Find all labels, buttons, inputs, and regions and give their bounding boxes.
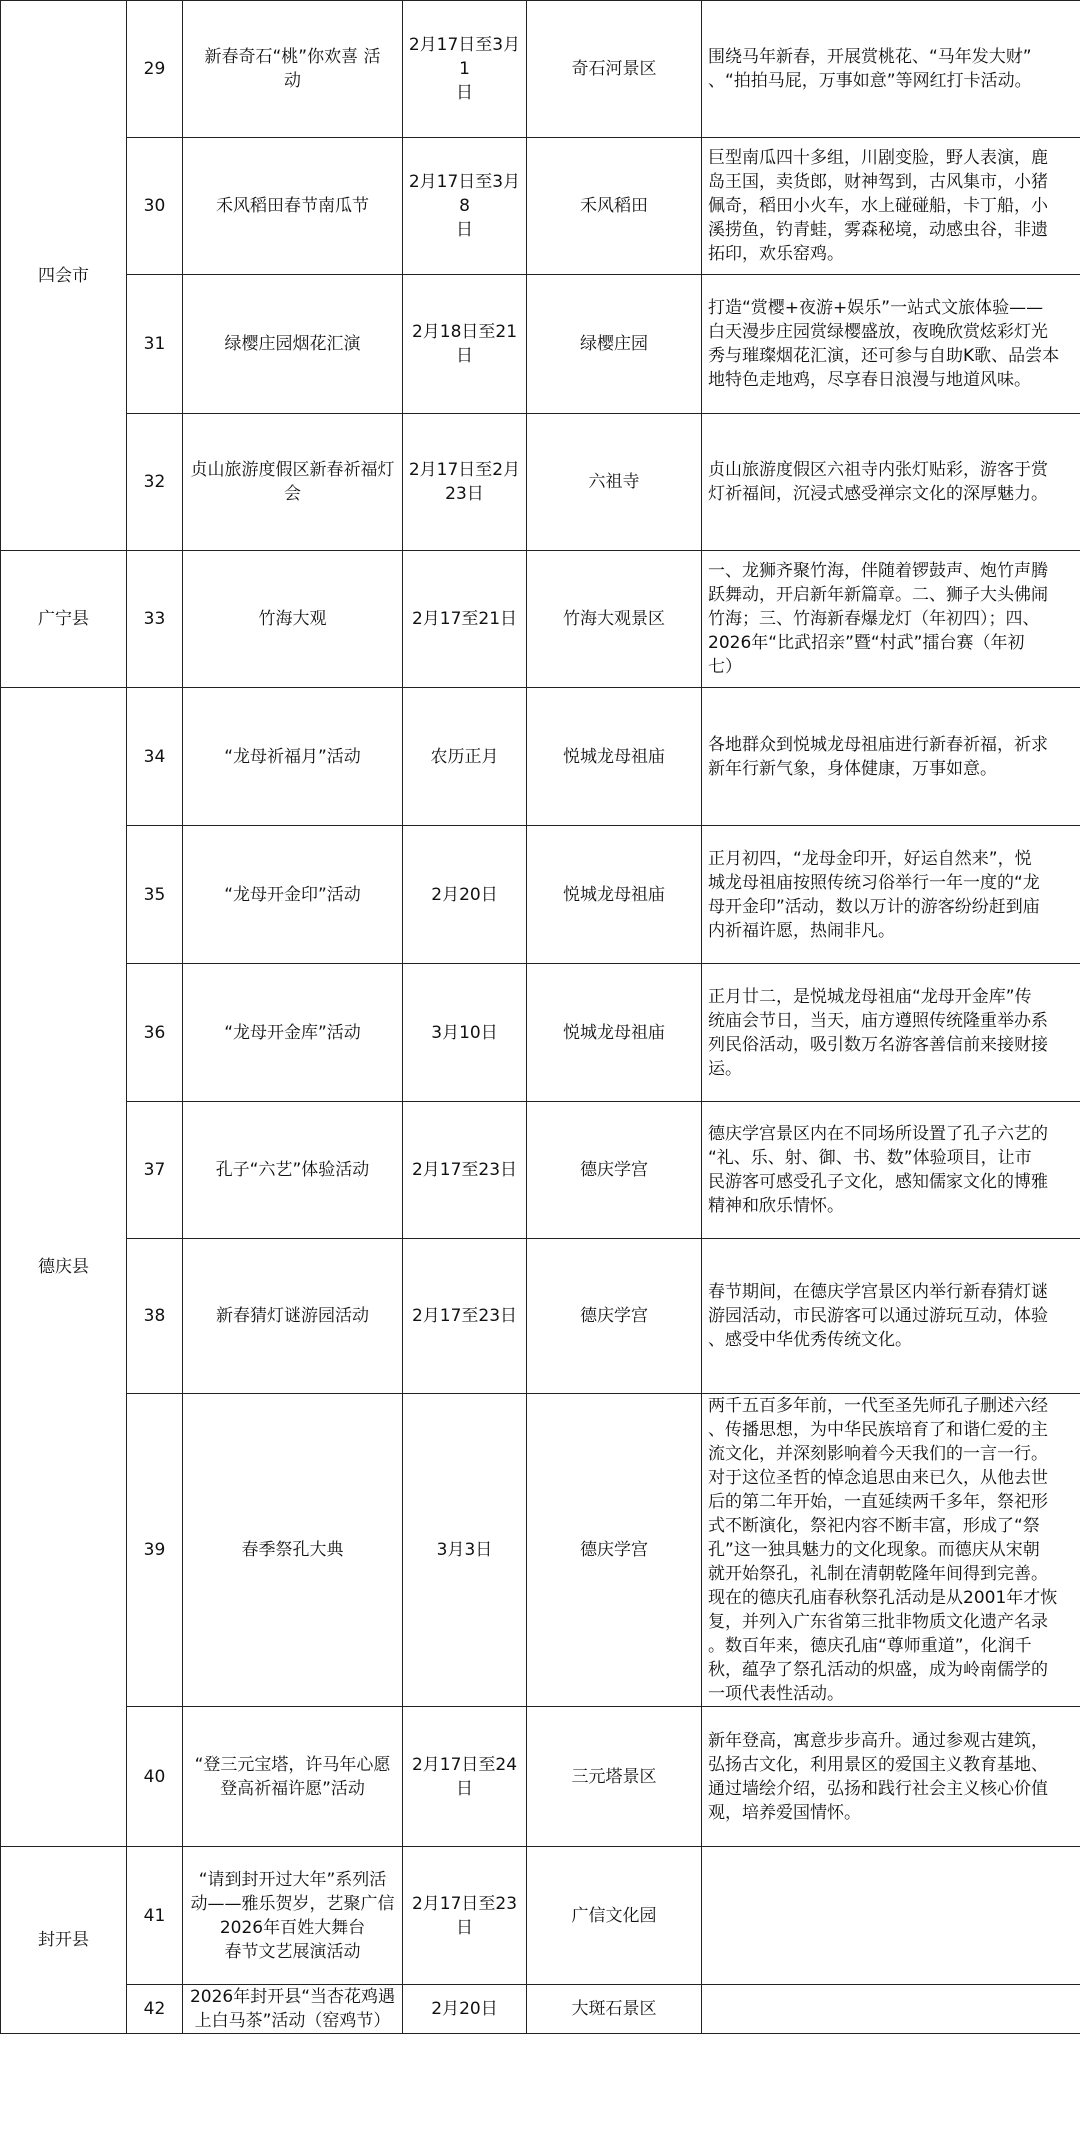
activity-description-line: “礼、乐、射、御、书、数”体验项目，让市 xyxy=(708,1148,1032,1168)
activity-name-line: 绿樱庄园烟花汇演 xyxy=(224,334,361,354)
activity-name-line: 上白马茶”活动（窑鸡节） xyxy=(194,2011,391,2031)
activity-description-line: 新年登高，寓意步步高升。通过参观古建筑， xyxy=(708,1730,1048,1751)
activity-description-line: 正月廿二，是悦城龙母祖庙“龙母开金库”传 xyxy=(708,986,1032,1007)
activity-name xyxy=(183,1707,403,1847)
activity-description-line: 打造“赏樱+夜游+娱乐”一站式文旅体验—— xyxy=(708,298,1044,318)
row-number: 32 xyxy=(127,414,183,551)
activity-description xyxy=(702,688,1080,826)
row-number: 39 xyxy=(127,1394,183,1707)
activity-description-line: 跃舞动，开启新年新篇章。二、狮子大头佛闹 xyxy=(708,585,1048,605)
activity-description-line: 地特色走地鸡，尽享春日浪漫与地道风味。 xyxy=(708,370,1031,390)
activity-name xyxy=(183,1,403,138)
activity-venue: 禾风稻田 xyxy=(527,138,702,275)
activity-name xyxy=(183,688,403,826)
activity-date xyxy=(403,414,527,551)
activity-description-line: 竹海；三、竹海新春爆龙灯（年初四）；四、 xyxy=(708,609,1040,629)
activity-name xyxy=(183,964,403,1102)
activity-description xyxy=(702,964,1080,1102)
activity-date-line: 2月17日至3月8 xyxy=(408,172,521,216)
activity-description-line: 七） xyxy=(708,657,742,677)
row-number: 41 xyxy=(127,1847,183,1985)
activity-description xyxy=(702,1394,1080,1707)
table-row xyxy=(1,1,1080,138)
region-cell: 广宁县 xyxy=(1,551,127,688)
activity-description-line: 白天漫步庄园赏绿樱盛放，夜晚欣赏炫彩灯光 xyxy=(708,322,1048,342)
row-number: 36 xyxy=(127,964,183,1102)
table-row xyxy=(1,1847,1080,1985)
activity-date-line: 2月17至23日 xyxy=(411,1160,518,1180)
activity-name-line: 2026年百姓大舞台 xyxy=(219,1917,366,1938)
activity-date xyxy=(403,1394,527,1707)
activity-description xyxy=(702,826,1080,964)
activity-description-line: 通过墙绘介绍，弘扬和践行社会主义核心价值 xyxy=(708,1778,1048,1799)
activity-name-line: “龙母开金印”活动 xyxy=(224,884,361,905)
activity-description-line: 、感受中华优秀传统文化。 xyxy=(708,1330,912,1350)
activity-date xyxy=(403,275,527,414)
activity-date xyxy=(403,688,527,826)
row-number: 34 xyxy=(127,688,183,826)
activity-name-line: 新春奇石“桃”你欢喜 活 xyxy=(204,47,381,67)
activity-name-line: 禾风稻田春节南瓜节 xyxy=(216,196,369,216)
activity-description-line: 佩奇，稻田小火车，水上碰碰船，卡丁船，小 xyxy=(708,196,1048,216)
activity-description-line: 一项代表性活动。 xyxy=(708,1684,844,1704)
activity-date-line: 2月17日至24日 xyxy=(411,1754,518,1799)
activity-description-line: 秋，蕴孕了祭孔活动的炽盛，成为岭南儒学的 xyxy=(708,1660,1048,1680)
activity-name-line: “龙母开金库”活动 xyxy=(224,1022,361,1043)
activity-name xyxy=(183,1985,403,2034)
row-number: 37 xyxy=(127,1102,183,1239)
region-cell: 德庆县 xyxy=(1,688,127,1847)
activity-date xyxy=(403,551,527,688)
activity-venue: 奇石河景区 xyxy=(527,1,702,138)
activity-description xyxy=(702,551,1080,688)
activity-name-line: 登高祈福许愿”活动 xyxy=(220,1778,365,1799)
row-number: 30 xyxy=(127,138,183,275)
activity-description-line: 内祈福许愿，热闹非凡。 xyxy=(708,920,895,941)
activity-description xyxy=(702,1102,1080,1239)
activity-venue: 悦城龙母祖庙 xyxy=(527,688,702,826)
activity-date-line: 23日 xyxy=(445,484,484,504)
activity-description-line: 流文化，并深刻影响着今天我们的一言一行。 xyxy=(708,1444,1048,1464)
activity-description-line: 围绕马年新春，开展赏桃花、“马年发大财” xyxy=(708,47,1032,67)
activity-date-line: 农历正月 xyxy=(430,746,499,767)
activity-date-line: 2月17至23日 xyxy=(411,1306,518,1326)
row-number: 33 xyxy=(127,551,183,688)
table-row xyxy=(1,138,1080,275)
activity-description-line: 弘扬古文化，利用景区的爱国主义教育基地、 xyxy=(708,1754,1048,1775)
activity-venue: 悦城龙母祖庙 xyxy=(527,964,702,1102)
activity-venue: 德庆学宫 xyxy=(527,1102,702,1239)
region-cell: 四会市 xyxy=(1,1,127,551)
activity-date xyxy=(403,1,527,138)
activity-description-line: 巨型南瓜四十多组，川剧变脸，野人表演，鹿 xyxy=(708,148,1048,168)
activity-venue: 德庆学宫 xyxy=(527,1239,702,1394)
activity-name-line: 会 xyxy=(284,484,301,504)
activity-description-line: 灯祈福间，沉浸式感受禅宗文化的深厚魅力。 xyxy=(708,484,1048,504)
table-row xyxy=(1,551,1080,688)
activity-description xyxy=(702,1985,1080,2034)
row-number: 42 xyxy=(127,1985,183,2034)
table-row xyxy=(1,1239,1080,1394)
activity-description-line: 精神和欣乐情怀。 xyxy=(708,1196,844,1216)
activity-description-line: 、“拍拍马屁，万事如意”等网红打卡活动。 xyxy=(708,71,1032,91)
activity-description-line: 各地群众到悦城龙母祖庙进行新春祈福，祈求 xyxy=(708,734,1048,755)
table-row xyxy=(1,1707,1080,1847)
activity-description xyxy=(702,138,1080,275)
activity-name xyxy=(183,826,403,964)
activity-date xyxy=(403,1707,527,1847)
activity-name-line: 春季祭孔大典 xyxy=(241,1540,344,1560)
activity-date-line: 2月20日 xyxy=(431,1999,498,2019)
activity-name xyxy=(183,551,403,688)
activity-date-line: 2月17日至3月1 xyxy=(408,35,521,79)
activity-description-line: 溪捞鱼，钓青蛙，雾森秘境，动感虫谷，非遗 xyxy=(708,220,1048,240)
activity-description-line: 两千五百多年前，一代至圣先师孔子删述六经 xyxy=(708,1396,1048,1416)
activity-description-line: 列民俗活动，吸引数万名游客善信前来接财接 xyxy=(708,1034,1048,1055)
activity-description-line: 对于这位圣哲的悼念追思由来已久，从他去世 xyxy=(708,1468,1048,1488)
activity-date xyxy=(403,1985,527,2034)
row-number: 31 xyxy=(127,275,183,414)
activity-description-line: 、传播思想，为中华民族培育了和谐仁爱的主 xyxy=(708,1420,1048,1440)
row-number: 40 xyxy=(127,1707,183,1847)
activity-venue: 三元塔景区 xyxy=(527,1707,702,1847)
activity-date-line: 2月17日至2月 xyxy=(408,460,521,480)
activity-venue: 大斑石景区 xyxy=(527,1985,702,2034)
table-row xyxy=(1,1985,1080,2034)
row-number: 29 xyxy=(127,1,183,138)
activity-venue: 悦城龙母祖庙 xyxy=(527,826,702,964)
activity-date xyxy=(403,826,527,964)
activity-description xyxy=(702,275,1080,414)
activity-name xyxy=(183,1239,403,1394)
activity-description-line: 2026年“比武招亲”暨“村武”擂台赛（年初 xyxy=(708,633,1025,653)
activity-description-line: 一、龙狮齐聚竹海，伴随着锣鼓声、炮竹声腾 xyxy=(708,561,1048,581)
activity-name-line: 动 xyxy=(284,71,301,91)
activity-name xyxy=(183,1102,403,1239)
activity-description-line: 运。 xyxy=(708,1058,742,1079)
activity-date-line: 2月17至21日 xyxy=(411,609,518,629)
activity-venue: 广信文化园 xyxy=(527,1847,702,1985)
activity-description-line: 复，并列入广东省第三批非物质文化遗产名录 xyxy=(708,1612,1048,1632)
table-row xyxy=(1,826,1080,964)
row-number: 35 xyxy=(127,826,183,964)
activity-name-line: 春节文艺展演活动 xyxy=(224,1941,361,1962)
activity-date-line: 2月20日 xyxy=(431,884,498,905)
activity-description-line: 母开金印”活动，数以万计的游客纷纷赶到庙 xyxy=(708,896,1040,917)
activity-description-line: 观，培养爱国情怀。 xyxy=(708,1802,861,1823)
activity-description xyxy=(702,1707,1080,1847)
activity-date-line: 日 xyxy=(456,220,473,240)
table-row xyxy=(1,1102,1080,1239)
activity-name-line: 竹海大观 xyxy=(258,609,327,629)
activity-date-line: 3月10日 xyxy=(431,1022,498,1043)
activity-venue: 竹海大观景区 xyxy=(527,551,702,688)
activity-date-line: 2月18日至21日 xyxy=(411,322,518,366)
table-row xyxy=(1,414,1080,551)
activity-date xyxy=(403,1847,527,1985)
activity-description-line: 德庆学宫景区内在不同场所设置了孔子六艺的 xyxy=(708,1124,1048,1144)
table-row xyxy=(1,275,1080,414)
activity-name xyxy=(183,138,403,275)
activity-description-line: 春节期间，在德庆学宫景区内举行新春猜灯谜 xyxy=(708,1282,1048,1302)
activity-name-line: “请到封开过大年”系列活 xyxy=(198,1869,387,1890)
activity-description-line: 正月初四，“龙母金印开，好运自然来”，悦 xyxy=(708,848,1032,869)
activity-description-line: 就开始祭孔，礼制在清朝乾隆年间得到完善。 xyxy=(708,1564,1048,1584)
activity-description-line: 拓印，欢乐窑鸡。 xyxy=(708,244,844,264)
activity-description-line: 现在的德庆孔庙春秋祭孔活动是从2001年才恢 xyxy=(708,1588,1058,1608)
activity-date xyxy=(403,1102,527,1239)
activity-venue: 六祖寺 xyxy=(527,414,702,551)
activity-name-line: “登三元宝塔，许马年心愿 xyxy=(194,1754,391,1775)
activity-description-line: 城龙母祖庙按照传统习俗举行一年一度的“龙 xyxy=(708,872,1040,893)
activity-description xyxy=(702,1847,1080,1985)
activity-description-line: 新年行新气象，身体健康，万事如意。 xyxy=(708,758,997,779)
activity-name xyxy=(183,1394,403,1707)
activity-description xyxy=(702,1,1080,138)
activity-description-line: 游园活动，市民游客可以通过游玩互动，体验 xyxy=(708,1306,1048,1326)
activity-venue: 绿樱庄园 xyxy=(527,275,702,414)
activity-date-line: 2月17日至23日 xyxy=(411,1893,518,1938)
activity-name xyxy=(183,1847,403,1985)
activity-name xyxy=(183,275,403,414)
activity-description-line: 民游客可感受孔子文化，感知儒家文化的博雅 xyxy=(708,1172,1048,1192)
activity-name-line: 孔子“六艺”体验活动 xyxy=(215,1160,370,1180)
region-cell: 封开县 xyxy=(1,1847,127,2034)
activity-name-line: 2026年封开县“当杏花鸡遇 xyxy=(189,1987,396,2007)
activity-date-line: 3月3日 xyxy=(436,1540,493,1560)
table-row xyxy=(1,964,1080,1102)
activity-venue: 德庆学宫 xyxy=(527,1394,702,1707)
activity-description-line: 秀与璀璨烟花汇演，还可参与自助K歌、品尝本 xyxy=(708,346,1060,366)
activity-description-line: 孔”这一独具魅力的文化现象。而德庆从宋朝 xyxy=(708,1540,1040,1560)
activity-description xyxy=(702,414,1080,551)
activity-description-line: 贞山旅游度假区六祖寺内张灯贴彩，游客于赏 xyxy=(708,460,1048,480)
activity-name-line: “龙母祈福月”活动 xyxy=(224,746,361,767)
activity-description-line: 式不断演化，祭祀内容不断丰富，形成了“祭 xyxy=(708,1516,1040,1536)
activity-description-line: 岛王国，卖货郎，财神驾到，古风集市，小猪 xyxy=(708,172,1048,192)
activity-description-line: 。数百年来，德庆孔庙“尊师重道”，化润千 xyxy=(708,1636,1032,1656)
activity-name-line: 贞山旅游度假区新春祈福灯 xyxy=(190,460,395,480)
activity-description-line: 统庙会节日，当天，庙方遵照传统隆重举办系 xyxy=(708,1010,1048,1031)
activity-name-line: 新春猜灯谜游园活动 xyxy=(216,1306,369,1326)
activity-date xyxy=(403,1239,527,1394)
activity-date-line: 日 xyxy=(456,83,473,103)
activity-name xyxy=(183,414,403,551)
table-row xyxy=(1,1394,1080,1707)
row-number: 38 xyxy=(127,1239,183,1394)
activity-description xyxy=(702,1239,1080,1394)
activity-description-line: 后的第二年开始，一直延续两千多年，祭祀形 xyxy=(708,1492,1048,1512)
table-row xyxy=(1,688,1080,826)
activity-table-body xyxy=(1,1,1080,2034)
activity-date xyxy=(403,964,527,1102)
activity-name-line: 动——雅乐贺岁，艺聚广信 xyxy=(190,1893,395,1914)
activity-date xyxy=(403,138,527,275)
